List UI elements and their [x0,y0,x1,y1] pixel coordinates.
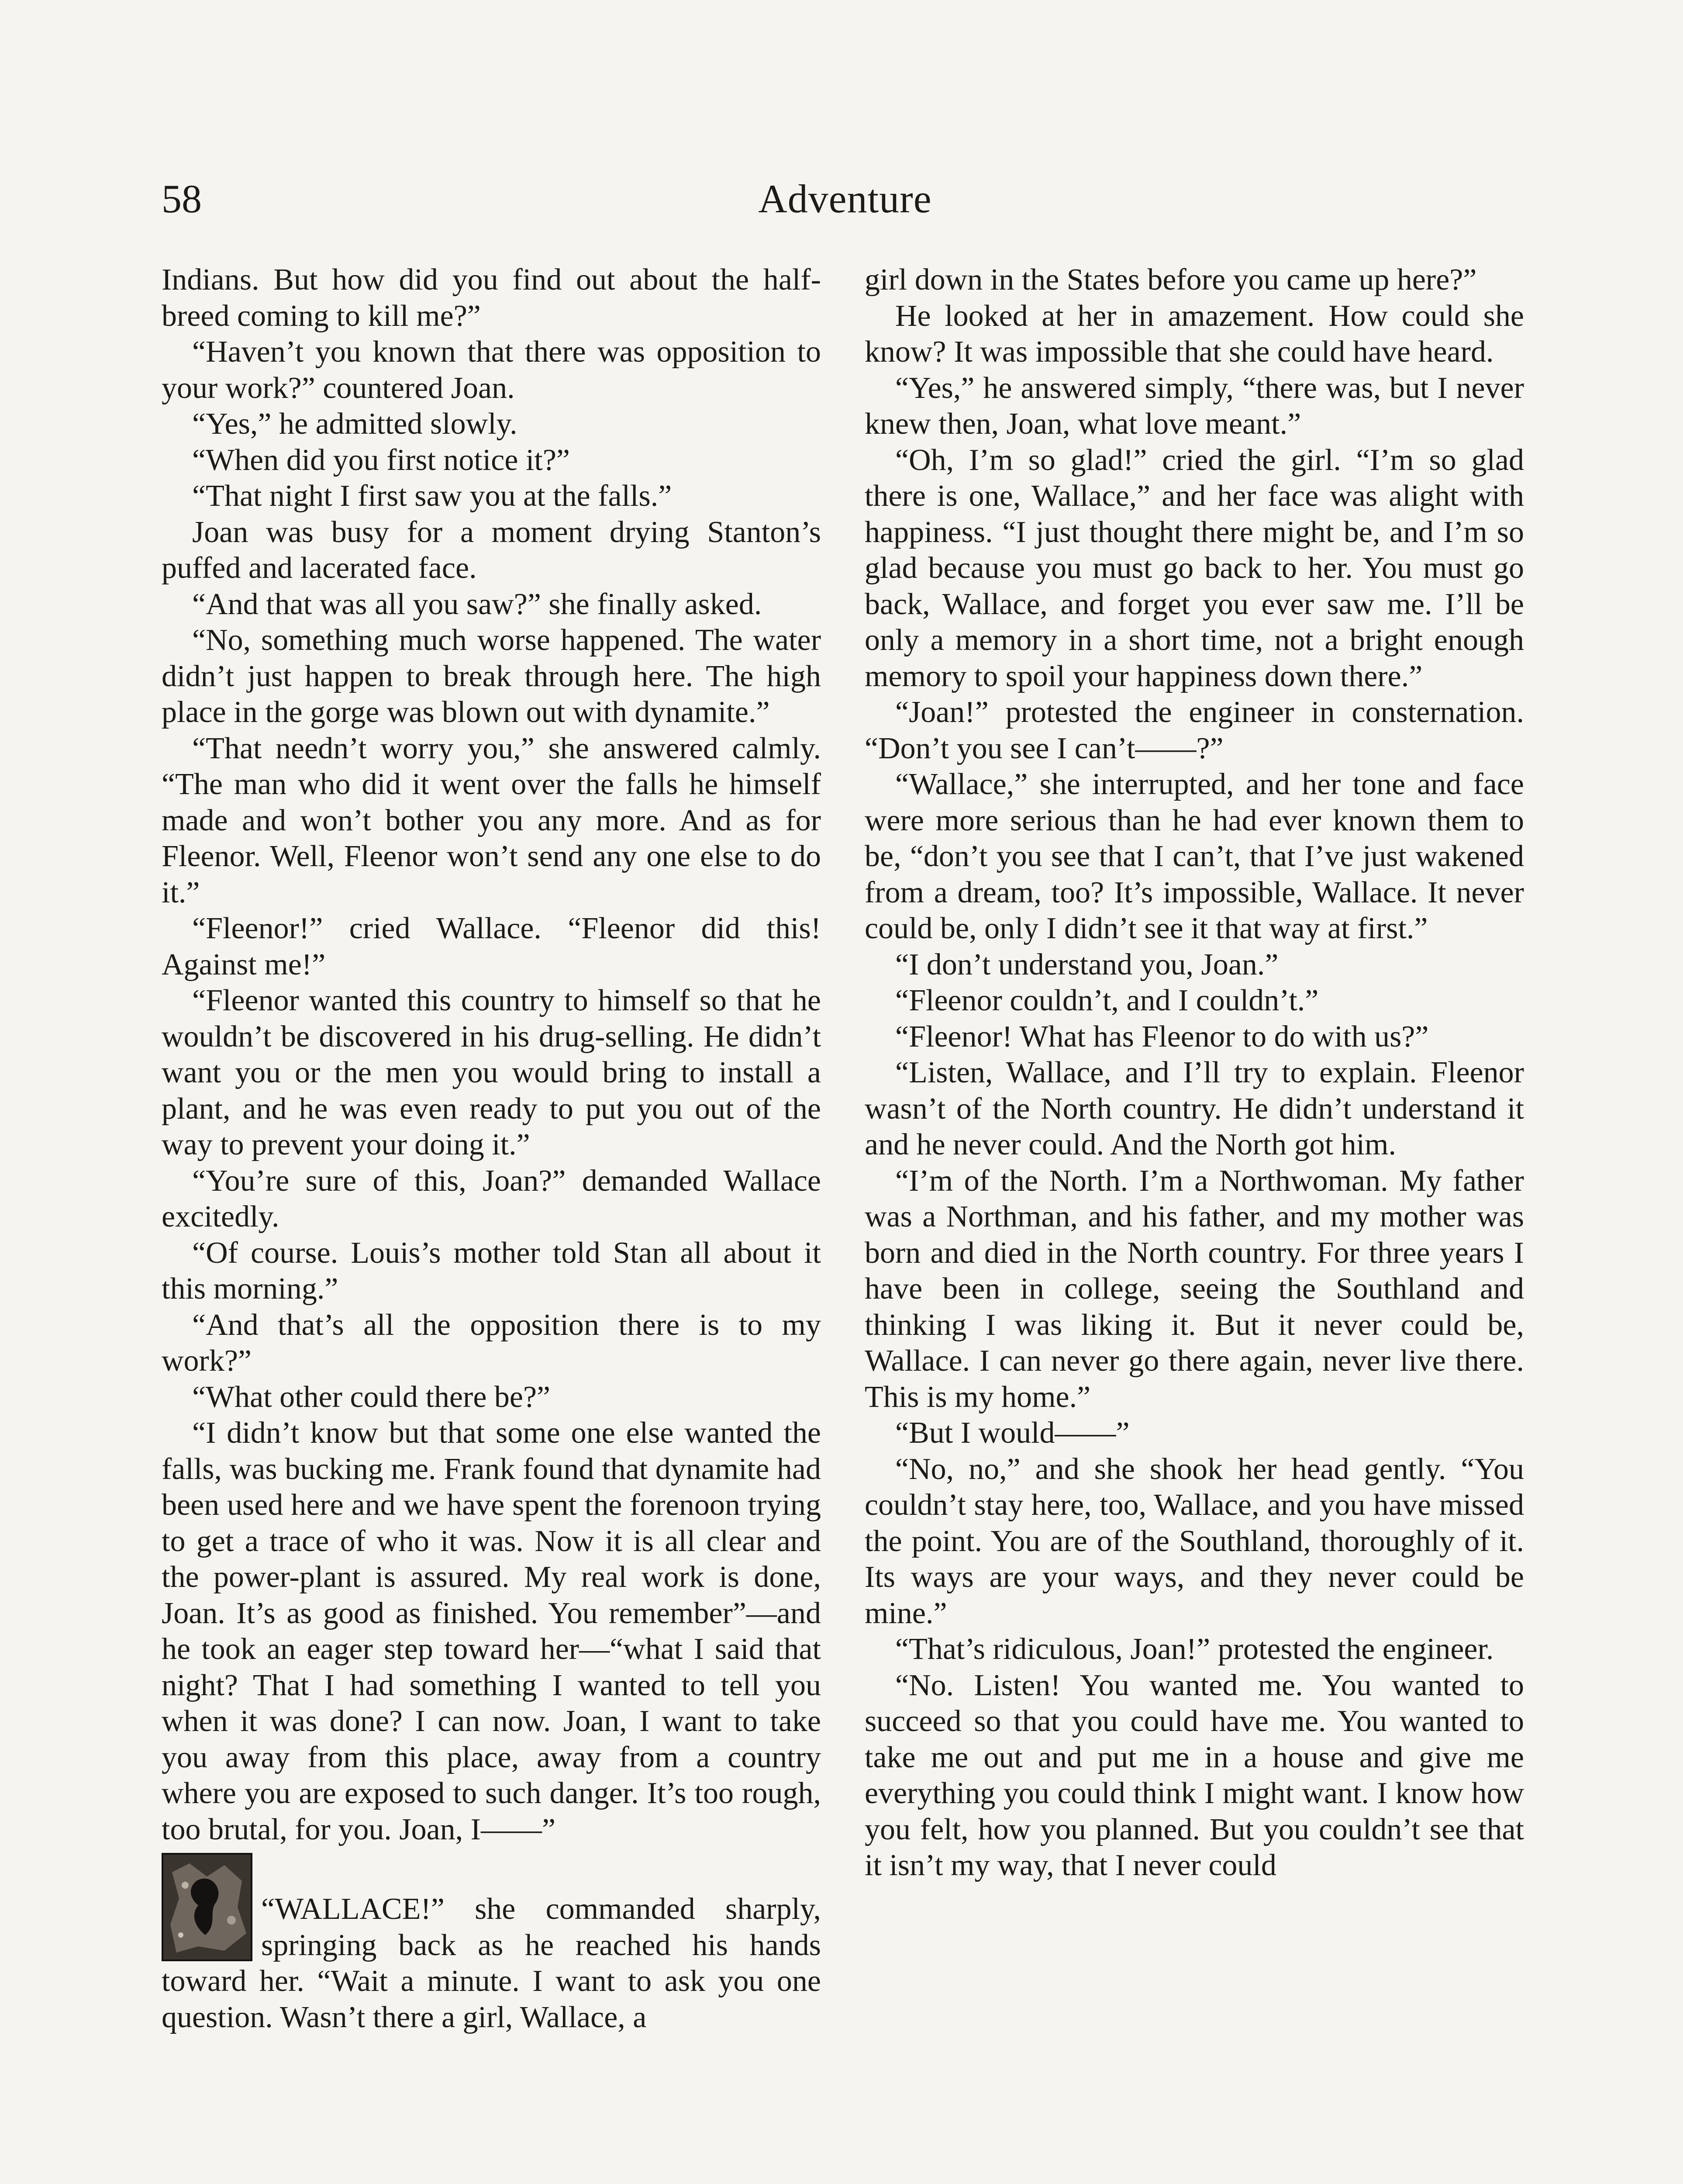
paragraph: “But I would——” [895,1416,1130,1450]
paragraph: “Oh, I’m so glad!” cried the girl. “I’m so glad there is one, Wallace,” and her face was alight with happiness. “I just thought there might be, and I’m so glad because you must go back to her. You must go back, Wallace, and forget you ever saw me. I’ll be only a memory in a short time, not a bright enough memory to spoil your happiness down there.” [865,443,1524,693]
section-ornament-image [162,1853,252,1961]
paragraph: “Joan!” protested the engineer in consternation. “Don’t you see I can’t——?” [865,695,1524,765]
paragraph: “I don’t understand you, Joan.” [895,947,1279,981]
right-text-column [865,262,1524,1884]
paragraph: “Haven’t you known that there was opposition to your work?” countered Joan. [162,335,821,405]
page-number: 58 [162,176,202,221]
paragraph: “No. Listen! You wanted me. You wanted to succeed so that you could have me. You wanted to take me out and put me in a house and give me everything you could think I might want. I know how you felt, how you planned. But you couldn’t see that it isn’t my way, that I never could [865,1668,1524,1882]
paragraph: “Fleenor couldn’t, and I couldn’t.” [895,984,1319,1017]
paragraph: “When did you first notice it?” [192,443,570,477]
paragraph: “WALLACE!” she commanded sharply, springing back as he reached his hands toward her. “Wait a minute. I want to ask you one question. Wasn’t there a girl, Wallace, a [162,1892,821,2034]
paragraph: “And that was all you saw?” she finally asked. [192,587,762,621]
paragraph: “Fleenor!” cried Wallace. “Fleenor did this! Against me!” [162,912,821,981]
page-header [162,170,1528,227]
paragraph: “Wallace,” she interrupted, and her tone and face were more serious than he had ever known them to be, “don’t you see that I can’t, that I’ve just wakened from a dream, too? It’s impossible, Wallace. It never could be, only I didn’t see it that way at first.” [865,767,1524,945]
paragraph: Joan was busy for a moment drying Stanton’s puffed and lacerated face. [162,515,821,585]
paragraph: “Of course. Louis’s mother told Stan all about it this morning.” [162,1236,821,1306]
paragraph: “Yes,” he answered simply, “there was, but I never knew then, Joan, what love meant.” [865,371,1524,441]
paragraph: “That night I first saw you at the falls.” [192,479,672,513]
running-head: Adventure [758,176,932,221]
paragraph: “What other could there be?” [192,1380,551,1414]
paragraph: “Yes,” he admitted slowly. [192,407,517,441]
paragraph: He looked at her in amazement. How could she know? It was impossible that she could have heard. [865,299,1524,369]
paragraph: “No, something much worse happened. The water didn’t just happen to break through here. The high place in the gorge was blown out with dynamite.” [162,623,821,729]
paragraph: girl down in the States before you came up here?” [865,263,1477,297]
paragraph: “Fleenor wanted this country to himself so that he wouldn’t be discovered in his drug-selling. He didn’t want you or the men you would bring to install a plant, and he was even ready to put you out of the way to prevent your doing it.” [162,984,821,1161]
left-text-column [162,262,821,2035]
paragraph: “No, no,” and she shook her head gently. “You couldn’t stay here, too, Wallace, and you have missed the point. You are of the Southland, thoroughly of it. Its ways are your ways, and they never could be mine.” [865,1452,1524,1630]
paragraph: “Fleenor! What has Fleenor to do with us?” [895,1019,1429,1054]
ornament-figure-icon [163,1855,251,1959]
paragraph: “That’s ridiculous, Joan!” protested the engineer. [895,1632,1494,1666]
paragraph: “That needn’t worry you,” she answered calmly. “The man who did it went over the falls he himself made and won’t bother you any more. And as for Fleenor. Well, Fleenor won’t send any one else to do it.” [162,731,821,909]
paragraph: Indians. But how did you find out about the half-breed coming to kill me?” [162,263,821,333]
paragraph: “I’m of the North. I’m a Northwoman. My father was a Northman, and his father, and my mother was born and died in the North country. For three years I have been in college, seeing the Southland and thinking I was liking it. But it never could be, Wallace. I can never go there again, never live there. This is my home.” [865,1164,1524,1414]
paragraph: “And that’s all the opposition there is to my work?” [162,1308,821,1378]
paragraph: “I didn’t know but that some one else wanted the falls, was bucking me. Frank found that dynamite had been used here and we have spent the forenoon trying to get a trace of who it was. Now it is all clear and the power-plant is assured. My real work is done, Joan. It’s as good as finished. You remember”—and he took an eager step toward her—“what I said that night? That I had something I wanted to tell you when it was done? I can now. Joan, I want to take you away from this place, away from a country where you are exposed to such danger. It’s too rough, too brutal, for you. Joan, I——” [162,1416,821,1846]
paragraph: “You’re sure of this, Joan?” demanded Wallace excitedly. [162,1164,821,1234]
paragraph: “Listen, Wallace, and I’ll try to explain. Fleenor wasn’t of the North country. He didn’t understand it and he never could. And the North got him. [865,1056,1524,1161]
